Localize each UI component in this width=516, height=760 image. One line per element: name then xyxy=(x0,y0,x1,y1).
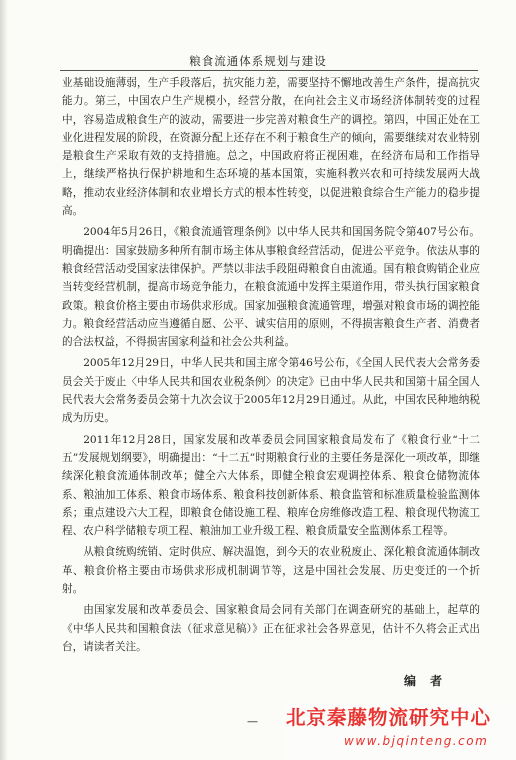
watermark-title: 北京秦藤物流研究中心 xyxy=(286,706,492,729)
watermark-url: www.bjqinteng.com xyxy=(344,734,489,748)
paragraph-continued: 业基础设施薄弱，生产手段落后，抗灾能力差，需要坚持不懈地改善生产条件，提高抗灾能力。第三，中国农户生产规模小，经营分散，在向社会主义市场经济体制转变的过程中，容易造成粮食生产的波动，需要进一步完善对粮食生产的调控。第四，中国正处在工业化进程发展的阶段，在资源分配上还存在不利于粮食生产的倾向，需要继续对农业特别是粮食生产采取有效的支持措施。总之，中国政府将正视困难，在经济布局和工作指导上，继续严格执行保护耕地和生态环境的基本国策，实施科教兴农和可持续发展两大战略，推动农业经济体制和农业增长方式的根本性转变，以促进粮食综合生产能力的稳步提高。 xyxy=(62,77,480,218)
paragraph-2011-plan: 2011年12月28日，国家发展和改革委员会同国家粮食局发布了《粮食行业“十二五”发展规划纲要》，明确提出：“十二五”时期粮食行业的主要任务是深化一项改革，即继续深化粮食流通体制改革；健全六大体系，即健全粮食宏观调控体系、粮食仓储物流体系、粮油加工体系、粮食市场体系、粮食科技创新体系、粮食监管和标准质量检验监测体系；重点建设六大工程，即粮食仓储设施工程、粮库仓房维修改造工程、粮食现代物流工程、农户科学储粮专项工程、粮油加工业升级工程、粮食质量安全监测体系工程等。 xyxy=(62,433,480,538)
header-rule xyxy=(60,70,478,71)
scan-edge-shadow xyxy=(0,0,8,760)
paragraph-2004-regulation: 2004年5月26日，《粮食流通管理条例》以中华人民共和国国务院令第407号公布。明确提出：国家鼓励多种所有制市场主体从事粮食经营活动，促进公平竞争。依法从事的粮食经营活动受国家法律保护。严禁以非法手段阻碍粮食自由流通。国有粮食购销企业应当转变经营机制，提高市场竞争能力，在粮食流通中发挥主渠道作用，带头执行国家粮食政策。粮食价格主要由市场供求形成。国家加强粮食流通管理，增强对粮食市场的调控能力。粮食经营活动应当遵循自愿、公平、诚实信用的原则，不得损害粮食生产者、消费者的合法权益，不得损害国家利益和社会公共利益。 xyxy=(62,226,480,349)
body-text xyxy=(62,74,480,659)
paragraph-grain-law: 由国家发展和改革委员会、国家粮食局会同有关部门在调查研究的基础上，起草的《中华人民共和国粮食法（征求意见稿）》正在征求社会各界意见，估计不久将会正式出台，请读者关注。 xyxy=(62,604,480,653)
page-number: — xyxy=(247,715,258,728)
running-header: 粮食流通体系规划与建设 xyxy=(189,54,327,68)
paragraph-reflection: 从粮食统购统销、定时供应、解决温饱，到今天的农业税废止、深化粮食流通体制改革、粮食价格主要由市场供求形成机制调节等，这是中国社会发展、历史变迁的一个折射。 xyxy=(62,546,480,596)
paragraph-2005-tax-abolition: 2005年12月29日，中华人民共和国主席令第46号公布，《全国人民代表大会常务委员会关于废止〈中华人民共和国农业税条例〉的决定》已由中华人民共和国第十届全国人民代表大会常务委员会第十九次会议于2005年12月29日通过。从此，中国农民种地纳税成为历史。 xyxy=(62,357,480,425)
author-signature: 编者 xyxy=(404,674,457,688)
